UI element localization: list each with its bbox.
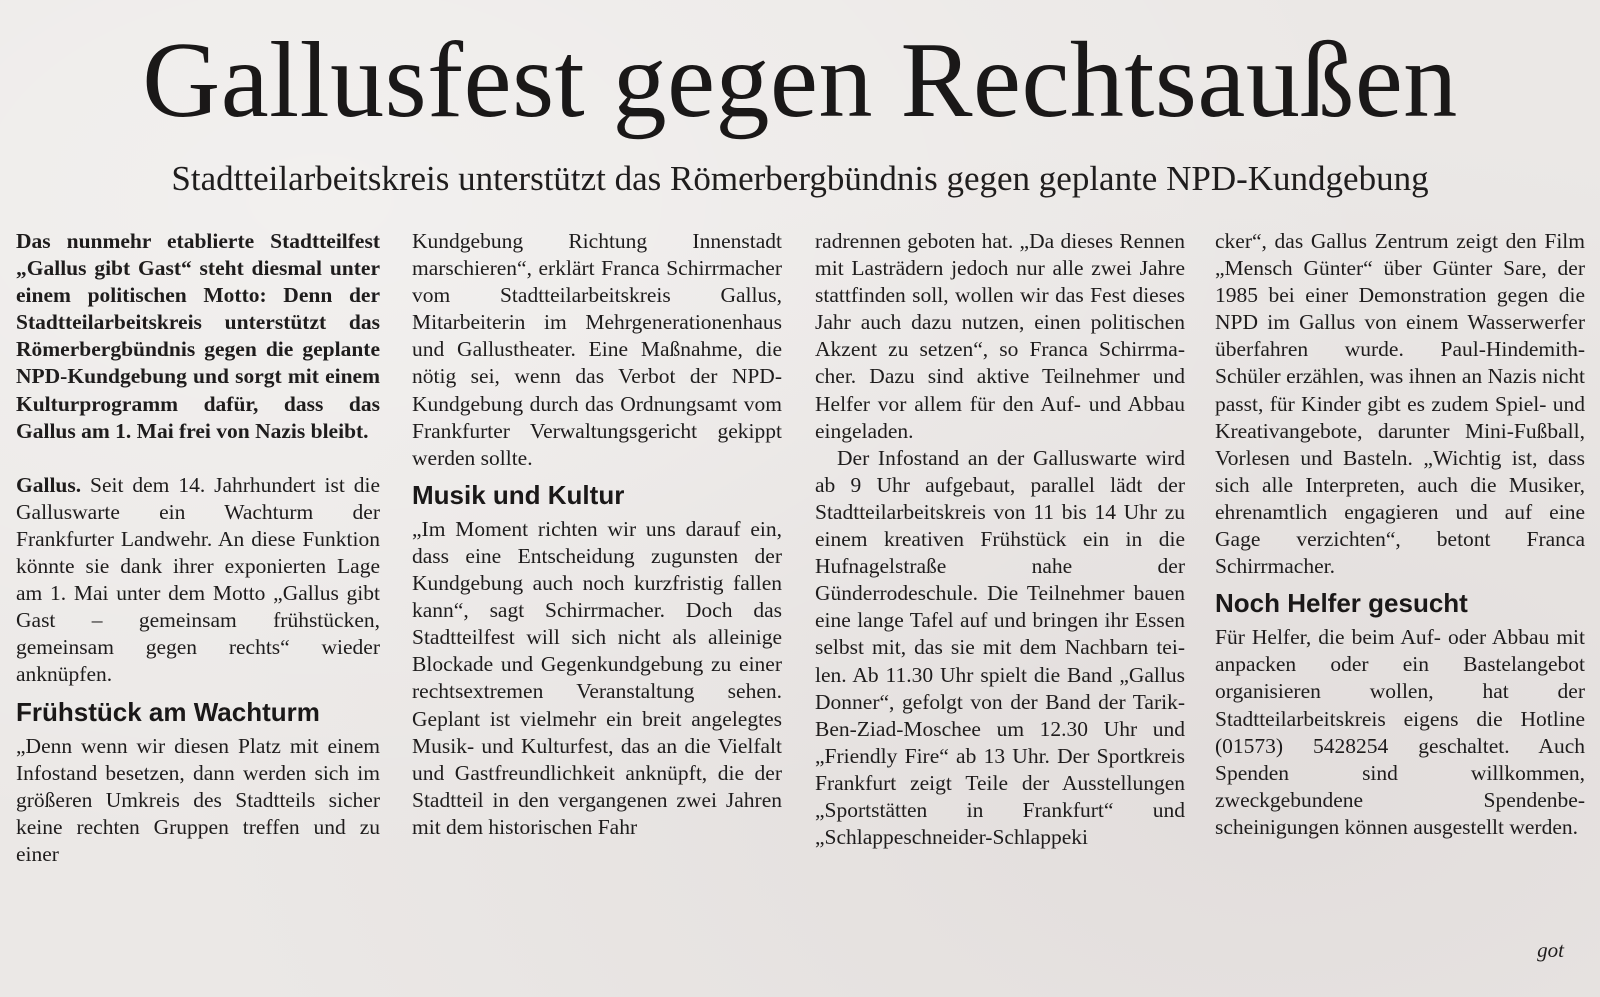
lead-paragraph: Das nunmehr etablierte Stadtteilfest „Gallus gibt Gast“ steht diesmal unter einem politischen Motto: Denn der Stadtteilarbeitskreis unterstützt das Römerbergbündnis gegen die geplante NPD-Kundgebung und sorgt mit einem Kulturprogramm dafür, dass das Gallus am 1. Mai frei von Nazis bleibt. [16,229,380,443]
dateline: Gallus. [16,472,82,497]
section-heading-2: Musik und Kultur [412,479,625,510]
section-heading-3: Noch Helfer gesucht [1215,588,1468,619]
paragraph-4b: cker“, das Gallus Zentrum zeigt den Film „Mensch Günter“ über Günter Sare, der 1985 bei einer Demonstration gegen die NPD im Gallus von einem Wasserwerfer überfahren wurde. Paul-Hindemith-Schüler erzählen, was ihnen an Nazis nicht passt, für Kinder gibt es zudem Spiel- und Kreativangebote, darunter Mini-Fußball, Vorlesen und Basteln. „Wichtig ist, dass sich alle Interpreten, auch die Musiker, ehrenamtlich engagieren und auf eine Gage verzichten“, betont Franca Schirrmacher. [1215,229,1585,579]
paragraph-2a: „Denn wenn wir diesen Platz mit einem Infostand besetzen, dann werden sich im größeren Umkreis des Stadtteils sicher keine rechten Gruppen treffen und zu einer [16,733,380,866]
subheadline: Stadtteilarbeitskreis unterstützt das Römerbergbündnis gegen geplante NPD-Kundgebung [171,159,1429,198]
paragraph-4a: Der Infostand an der Galluswarte wird ab 9 Uhr aufgebaut, parallel lädt der Stadtteilarbeitskreis von 11 bis 14 Uhr zu einem kreativen Frühstück ein in die Hufnagelstraße nahe der Günderrodeschule. Die Teilnehmer bauen eine lange Tafel auf und bringen ihr Essen selbst mit, das sie mit dem Nachbarn teilen. Ab 11.30 Uhr spielt die Band „Gallus Donner“, gefolgt von der Band der Tarik-Ben-Ziad-Moschee um 12.30 Uhr und „Friendly Fire“ ab 13 Uhr. Der Sportkreis Frankfurt zeigt Teile der Ausstellungen „Sportstätten in Frankfurt“ und „Schlappeschneider-Schlappeki [815,445,1185,850]
paragraph-5: Für Helfer, die beim Auf- oder Abbau mit anpacken oder ein Bastelangebot organisieren wollen, hat der Stadtteilarbeitskreis eigens die Hotline (01573) 5428254 geschaltet. Auch Spenden sind willkommen, zweckgebundene Spendenbescheinigungen können ausgestellt werden. [1215,625,1585,839]
paragraph-1: Gallus. Seit dem 14. Jahrhundert ist die Galluswarte ein Wachturm der Frankfurter Landwehr. An diese Funktion könnte sie dank ihrer exponierten Lage am 1. Mai unter dem Motto „Gallus gibt Gast – gemeinsam frühstücken, gemeinsam gegen rechts“ wieder anknüpfen. [16,472,380,687]
column-2 [412,228,782,841]
paragraph-3a: „Im Moment richten wir uns darauf ein, dass eine Entscheidung zugunsten der Kundgebung auch noch kurzfristig fallen kann“, sagt Schirrmacher. Doch das Stadtteilfest will sich nicht als alleinige Blockade und Gegenkundgebung zu einer rechtsextremen Veranstaltung sehen. Geplant ist vielmehr ein breit angelegtes Musik- und Kulturfest, das an die Vielfalt und Gastfreundlichkeit anknüpft, die der Stadtteil in den vergangenen zwei Jahren mit dem historischen Fahr [412,516,782,839]
paragraph-2b: Kundgebung Richtung Innenstadt marschieren“, erklärt Franca Schirrmacher vom Stadtteilarbeitskreis Gallus, Mitarbeiterin im Mehrgenerationenhaus und Gallustheater. Eine Maßnahme, die nötig sei, wenn das Verbot der NPD-Kundgebung durch das Ordnungsamt vom Frankfurter Verwaltungsgericht gekippt werden sollte. [412,229,782,470]
section-heading-1: Frühstück am Wachturm [16,696,320,727]
paragraph-3b: radrennen geboten hat. „Da dieses Rennen mit Lasträdern jedoch nur alle zwei Jahre stattfinden soll, wollen wir das Fest dieses Jahr auch dazu nutzen, einen politischen Akzent zu setzen“, so Franca Schirrmacher. Dazu sind aktive Teilnehmer und Helfer vor allem für den Auf- und Abbau eingeladen. [815,229,1185,443]
column-1 [16,228,380,868]
column-3 [815,228,1185,851]
spacer [16,445,380,472]
author-signature: got [1537,938,1564,962]
headline: Gallusfest gegen Rechtsaußen [142,21,1458,140]
column-4 [1215,228,1585,841]
